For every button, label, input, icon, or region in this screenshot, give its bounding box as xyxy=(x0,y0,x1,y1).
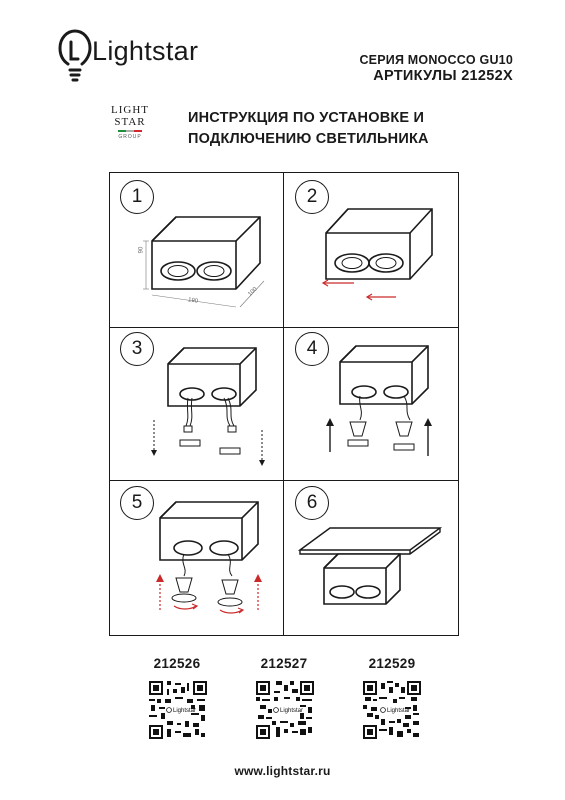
step-4-insert-lamps-illustration xyxy=(318,340,453,475)
series-label: СЕРИЯ MONOCCO GU10 xyxy=(359,53,513,67)
stamp-line3: GROUP xyxy=(118,134,142,140)
qr-code-212529[interactable] xyxy=(363,681,421,739)
brand-bulb-logo-icon xyxy=(58,28,92,86)
step-number-3: 3 xyxy=(120,332,154,366)
grid-divider-row1 xyxy=(109,327,458,328)
grid-divider-vertical xyxy=(283,172,284,635)
qr-label-1: Lightstar xyxy=(173,708,197,715)
articles-label: АРТИКУЛЫ 21252X xyxy=(373,68,513,84)
step-number-1: 1 xyxy=(120,180,154,214)
website-url[interactable]: www.lightstar.ru xyxy=(234,764,331,778)
dimension-width-label: 100 xyxy=(247,286,259,298)
title-line1: ИНСТРУКЦИЯ ПО УСТАНОВКЕ И xyxy=(188,110,425,126)
stamp-line1: LIGHT xyxy=(111,104,149,116)
title-line2: ПОДКЛЮЧЕНИЮ СВЕТИЛЬНИКА xyxy=(188,131,429,147)
step-2-rotate-rings-illustration xyxy=(316,205,446,317)
step-1-fixture-dimensions-illustration xyxy=(136,205,276,317)
step-number-5: 5 xyxy=(120,486,154,520)
qr-code-212526[interactable] xyxy=(149,681,207,739)
step-5-lock-lamps-illustration xyxy=(140,494,275,629)
light-star-group-stamp xyxy=(108,103,168,155)
qr-code-212527[interactable] xyxy=(256,681,314,739)
brand-name: Lightstar xyxy=(92,36,199,66)
stamp-line2: STAR xyxy=(114,116,146,128)
article-code-2: 212527 xyxy=(260,656,308,671)
step-3-remove-lamps-illustration xyxy=(140,340,275,475)
step-number-2: 2 xyxy=(295,180,329,214)
document-title xyxy=(188,108,429,150)
stamp-flag-stripe xyxy=(118,130,142,132)
article-code-1: 212526 xyxy=(153,656,201,671)
article-code-3: 212529 xyxy=(368,656,416,671)
step-number-6: 6 xyxy=(295,486,329,520)
grid-divider-row2 xyxy=(109,480,458,481)
step-number-4: 4 xyxy=(295,332,329,366)
dimension-height-label: 90 xyxy=(138,246,145,254)
qr-label-2: Lightstar xyxy=(280,708,304,715)
step-6-installed-fixture-illustration xyxy=(290,520,450,620)
dimension-length-label: 190 xyxy=(187,297,199,305)
qr-label-3: Lightstar xyxy=(387,708,411,715)
